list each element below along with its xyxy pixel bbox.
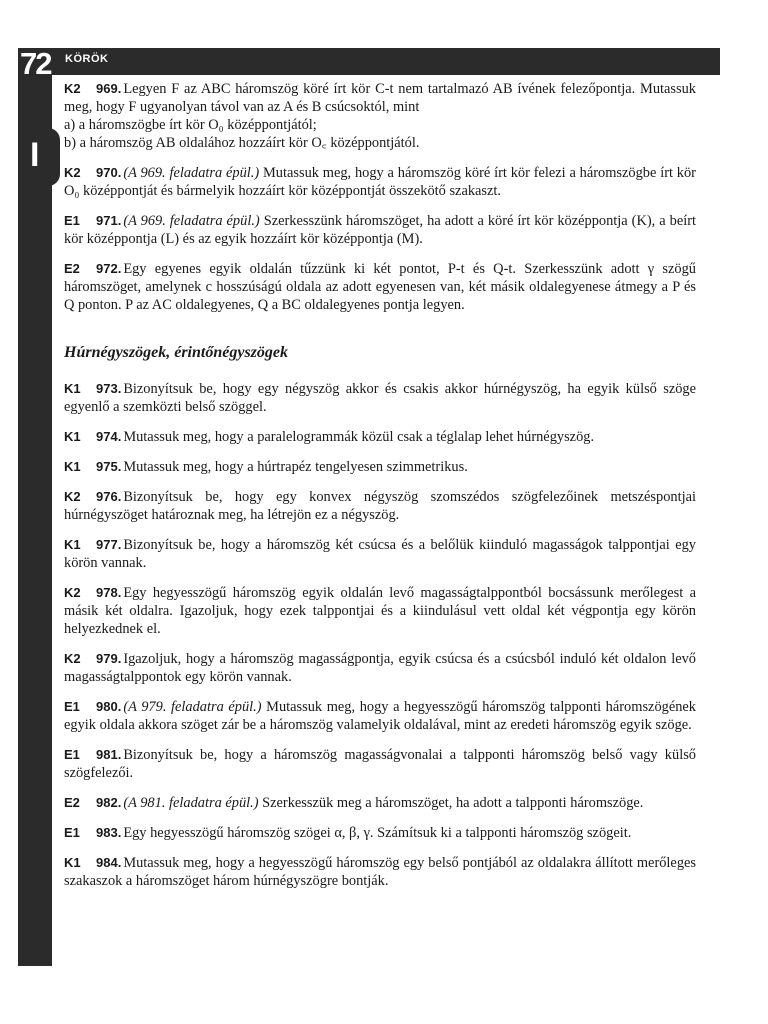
problem-number: 981. <box>96 747 122 762</box>
problem-text: Egy hegyesszögű háromszög szögei α, β, γ. Számítsuk ki a talpponti háromszög szögeit. <box>123 825 632 841</box>
problem-number: 979. <box>96 651 122 666</box>
problem-group-cyclic-quadrilaterals <box>64 380 696 890</box>
problem-text: Egy egyenes egyik oldalán tűzzünk ki két pontot, P-t és Q-t. Szerkesszünk adott γ szögű háromszöget, amelynek c hosszúságú oldala az adott egyenesen van, két másik oldalegyenese átmegy a P és Q ponton. P az AC oldalegyenes, Q a BC oldalegyenes pontja legyen. <box>64 261 696 313</box>
problem-subitem: b) a háromszög AB oldalához hozzáírt kör O꜀ középpontjától. <box>64 135 420 151</box>
problem-number: 980. <box>96 699 122 714</box>
problem-number: 976. <box>96 489 122 504</box>
difficulty-badge: E2 <box>64 795 80 810</box>
problem-item <box>64 212 696 248</box>
problem-item <box>64 164 696 200</box>
problem-text: Legyen F az ABC háromszög köré írt kör C-t nem tartalmazó AB ívének felezőpontja. Mutassuk meg, hogy F ugyanolyan távol van az A és B csúcsoktól, mint <box>64 81 696 115</box>
page-number: 72 <box>20 46 51 81</box>
problem-number: 973. <box>96 381 122 396</box>
problem-item <box>64 650 696 686</box>
problem-item <box>64 80 696 152</box>
difficulty-badge: E1 <box>64 699 80 714</box>
problem-item <box>64 536 696 572</box>
problem-number: 975. <box>96 459 122 474</box>
problem-reference: (A 979. feladatra épül.) <box>123 699 262 715</box>
problem-number: 974. <box>96 429 122 444</box>
problem-text: Igazoljuk, hogy a háromszög magasságpontja, egyik csúcsa és a csúcsból induló két oldalon levő magasságtalppontok egy körön vannak. <box>64 651 696 685</box>
page-content <box>64 80 696 902</box>
difficulty-badge: E1 <box>64 825 80 840</box>
problem-text: Mutassuk meg, hogy a hegyesszögű háromszög talpponti háromszögének egyik oldala akkora szöget zár be a háromszög valamelyik oldalával, mint az eredeti háromszög egyik szöge. <box>64 699 696 733</box>
problem-number: 971. <box>96 213 122 228</box>
difficulty-badge: K2 <box>64 651 81 666</box>
problem-item <box>64 380 696 416</box>
problem-number: 972. <box>96 261 122 276</box>
problem-text: Mutassuk meg, hogy a húrtrapéz tengelyesen szimmetrikus. <box>123 459 468 475</box>
problem-item <box>64 794 696 812</box>
problem-group-circles <box>64 80 696 314</box>
problem-item <box>64 854 696 890</box>
difficulty-badge: K1 <box>64 855 81 870</box>
difficulty-badge: K2 <box>64 489 81 504</box>
difficulty-badge: K2 <box>64 81 81 96</box>
side-tab-label: I <box>30 136 40 174</box>
difficulty-badge: E1 <box>64 213 80 228</box>
chapter-title: KÖRÖK <box>65 53 109 65</box>
header-bar <box>52 48 720 75</box>
problem-text: Szerkesszünk háromszöget, ha adott a köré írt kör középpontja (K), a beírt kör középpontja (L) és az egyik hozzáírt kör középpontja (M). <box>64 213 696 247</box>
problem-text: Bizonyítsuk be, hogy a háromszög magasságvonalai a talpponti háromszög belső vagy külső szögfelezői. <box>64 747 696 781</box>
problem-item <box>64 698 696 734</box>
problem-text: Egy hegyesszögű háromszög egyik oldalán levő magasságtalppontból bocsássunk merőlegest a másik két oldalra. Igazoljuk, hogy ezek talppontjai és a kiindulásul vett oldal két végpontja egy körön helyezkednek el. <box>64 585 696 637</box>
side-tab-marker <box>18 128 60 186</box>
problem-item <box>64 584 696 638</box>
problem-number: 983. <box>96 825 122 840</box>
difficulty-badge: E2 <box>64 261 80 276</box>
problem-reference: (A 969. feladatra épül.) <box>123 165 260 181</box>
problem-item <box>64 428 696 446</box>
difficulty-badge: K1 <box>64 381 81 396</box>
difficulty-badge: E1 <box>64 747 80 762</box>
difficulty-badge: K1 <box>64 537 81 552</box>
problem-item <box>64 488 696 524</box>
problem-number: 978. <box>96 585 122 600</box>
problem-item <box>64 458 696 476</box>
problem-reference: (A 969. feladatra épül.) <box>123 213 260 229</box>
problem-item <box>64 746 696 782</box>
problem-number: 969. <box>96 81 122 96</box>
problem-reference: (A 981. feladatra épül.) <box>123 795 259 811</box>
problem-text: Mutassuk meg, hogy a hegyesszögű háromszög egy belső pontjából az oldalakra állított merőleges szakaszok a háromszöget három húrnégyszögre bontják. <box>64 855 696 889</box>
difficulty-badge: K2 <box>64 165 81 180</box>
section-title: Húrnégyszögek, érintőnégyszögek <box>64 344 288 361</box>
problem-number: 970. <box>96 165 122 180</box>
problem-text: Szerkesszük meg a háromszöget, ha adott a talpponti háromszöge. <box>262 795 644 811</box>
problem-number: 982. <box>96 795 122 810</box>
problem-text: Mutassuk meg, hogy a paralelogrammák közül csak a téglalap lehet húrnégyszög. <box>123 429 595 445</box>
difficulty-badge: K1 <box>64 429 81 444</box>
problem-number: 977. <box>96 537 122 552</box>
problem-item <box>64 260 696 314</box>
problem-text: Bizonyítsuk be, hogy a háromszög két csúcsa és a belőlük kiinduló magasságok talppontjai egy körön vannak. <box>64 537 696 571</box>
problem-text: Mutassuk meg, hogy a háromszög köré írt kör felezi a háromszögbe írt kör O₀ középpontját és bármelyik hozzáírt kör középpontját összekötő szakaszt. <box>64 165 696 199</box>
problem-subitem: a) a háromszögbe írt kör O₀ középpontjától; <box>64 117 317 133</box>
difficulty-badge: K2 <box>64 585 81 600</box>
problem-number: 984. <box>96 855 122 870</box>
problem-text: Bizonyítsuk be, hogy egy négyszög akkor és csakis akkor húrnégyszög, ha egyik külső szöge egyenlő a szemközti belső szöggel. <box>64 381 696 415</box>
problem-item <box>64 824 696 842</box>
difficulty-badge: K1 <box>64 459 81 474</box>
problem-text: Bizonyítsuk be, hogy egy konvex négyszög szomszédos szögfelezőinek metszéspontjai húrnégyszöget határoznak meg, ha létrejön ez a négyszög. <box>64 489 696 523</box>
